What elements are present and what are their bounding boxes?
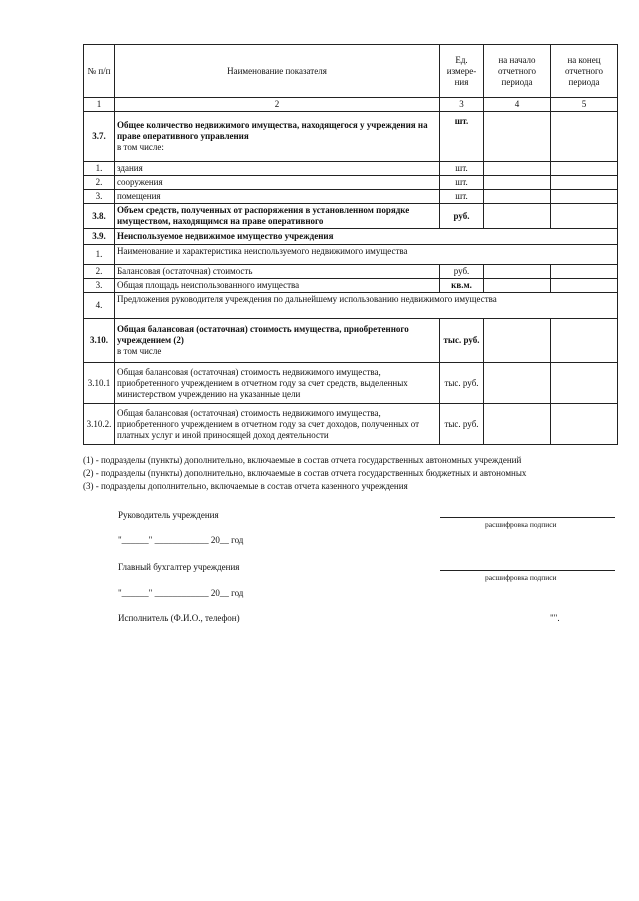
column-number-row: [84, 98, 618, 112]
row-num: 2.: [84, 176, 115, 190]
row-end-value[interactable]: [551, 204, 618, 229]
row-end-value[interactable]: [551, 265, 618, 279]
row-start-value[interactable]: [484, 404, 551, 445]
row-num: 3.8.: [84, 204, 115, 229]
table-row: [84, 279, 618, 293]
row-num: 3.7.: [84, 112, 115, 162]
row-name: [115, 112, 440, 162]
footnotes: [83, 454, 623, 493]
row-name: Балансовая (остаточная) стоимость: [115, 265, 440, 279]
row-name: здания: [115, 162, 440, 176]
col-number: 3: [440, 98, 484, 112]
row-unit: руб.: [440, 265, 484, 279]
table-row: [84, 265, 618, 279]
row-start-value[interactable]: [484, 204, 551, 229]
row-unit: кв.м.: [440, 279, 484, 293]
table-row: [84, 293, 618, 319]
row-name: Общая балансовая (остаточная) стоимость недвижимого имущества, приобретенного учреждением в отчетном году за счет средств, выделенных министерством учреждению на указанные цели: [115, 363, 440, 404]
header-num: № п/п: [84, 45, 115, 98]
table-row: [84, 190, 618, 204]
accountant-signature-label: Главный бухгалтер учреждения: [118, 562, 240, 572]
row-num: 1.: [84, 245, 115, 265]
col-number: 4: [484, 98, 551, 112]
header-unit: Ед. измере- ния: [440, 45, 484, 98]
header-start: на начало отчетного периода: [484, 45, 551, 98]
footnote: (3) - подразделы дополнительно, включаемые в состав отчета казенного учреждения: [83, 481, 408, 491]
head-signature-label: Руководитель учреждения: [118, 510, 219, 520]
row-unit: шт.: [440, 162, 484, 176]
row-unit: тыс. руб.: [440, 404, 484, 445]
row-end-value[interactable]: [551, 404, 618, 445]
footnote: (1) - подразделы (пункты) дополнительно, включаемые в состав отчета государственных автономных учреждений: [83, 455, 522, 465]
table-row: [84, 404, 618, 445]
row-end-value[interactable]: [551, 279, 618, 293]
row-start-value[interactable]: [484, 112, 551, 162]
row-name: Неиспользуемое недвижимое имущество учреждения: [115, 229, 618, 245]
table-header-row: [84, 45, 618, 98]
footnote: (2) - подразделы (пункты) дополнительно, включаемые в состав отчета государственных бюджетных и автономных: [83, 468, 527, 478]
row-start-value[interactable]: [484, 319, 551, 363]
table-row: [84, 176, 618, 190]
row-name: Общая балансовая (остаточная) стоимость недвижимого имущества, приобретенного учреждением в отчетном году за счет доходов, полученных от платных услуг и иной приносящей доход деятельности: [115, 404, 440, 445]
row-start-value[interactable]: [484, 265, 551, 279]
row-end-value[interactable]: [551, 176, 618, 190]
row-num: 2.: [84, 265, 115, 279]
row-name-text: Общее количество недвижимого имущества, находящегося у учреждения на праве оперативного управления: [117, 120, 428, 141]
row-end-value[interactable]: [551, 162, 618, 176]
row-num: 3.: [84, 190, 115, 204]
row-end-value[interactable]: [551, 319, 618, 363]
row-unit: шт.: [440, 176, 484, 190]
table-row: [84, 229, 618, 245]
row-sub-text: в том числе: [117, 346, 162, 356]
row-unit: шт.: [440, 112, 484, 162]
table-row: [84, 204, 618, 229]
row-name: [115, 319, 440, 363]
row-end-value[interactable]: [551, 363, 618, 404]
row-name: Наименование и характеристика неиспользуемого недвижимого имущества: [115, 245, 618, 265]
col-number: 1: [84, 98, 115, 112]
row-unit: тыс. руб.: [440, 363, 484, 404]
property-report-table: [83, 44, 618, 445]
table-row: [84, 112, 618, 162]
row-name: сооружения: [115, 176, 440, 190]
row-unit: шт.: [440, 190, 484, 204]
row-sub-text: в том числе:: [117, 142, 164, 152]
row-end-value[interactable]: [551, 112, 618, 162]
row-num: 3.10.: [84, 319, 115, 363]
row-start-value[interactable]: [484, 162, 551, 176]
row-end-value[interactable]: [551, 190, 618, 204]
accountant-signature-caption: расшифровка подписи: [485, 573, 557, 582]
head-date: "______" ____________ 20__ год: [118, 535, 244, 545]
table-row: [84, 245, 618, 265]
row-name: помещения: [115, 190, 440, 204]
col-number: 2: [115, 98, 440, 112]
col-number: 5: [551, 98, 618, 112]
row-name: Объем средств, полученных от распоряжения в установленном порядке имуществом, находящимся на праве оперативного: [115, 204, 440, 229]
row-num: 3.10.1: [84, 363, 115, 404]
row-unit: руб.: [440, 204, 484, 229]
row-start-value[interactable]: [484, 279, 551, 293]
header-name: Наименование показателя: [115, 45, 440, 98]
row-num: 4.: [84, 293, 115, 319]
accountant-signature-line[interactable]: [440, 558, 615, 571]
executor-label: Исполнитель (Ф.И.О., телефон): [118, 613, 240, 623]
row-start-value[interactable]: [484, 176, 551, 190]
row-name-text: Общая балансовая (остаточная) стоимость имущества, приобретенного учреждением (2): [117, 324, 409, 345]
accountant-date: "______" ____________ 20__ год: [118, 588, 244, 598]
row-unit: тыс. руб.: [440, 319, 484, 363]
row-num: 3.: [84, 279, 115, 293]
table-row: [84, 319, 618, 363]
row-name: Общая площадь неиспользованного имущества: [115, 279, 440, 293]
head-signature-line[interactable]: [440, 505, 615, 518]
row-name: Предложения руководителя учреждения по дальнейшему использованию недвижимого имущества: [115, 293, 618, 319]
table-row: [84, 162, 618, 176]
row-start-value[interactable]: [484, 190, 551, 204]
row-num: 3.10.2.: [84, 404, 115, 445]
head-signature-caption: расшифровка подписи: [485, 520, 557, 529]
row-num: 1.: [84, 162, 115, 176]
header-end: на конец отчетного периода: [551, 45, 618, 98]
executor-tail: "".: [550, 613, 560, 623]
table-row: [84, 363, 618, 404]
row-num: 3.9.: [84, 229, 115, 245]
row-start-value[interactable]: [484, 363, 551, 404]
